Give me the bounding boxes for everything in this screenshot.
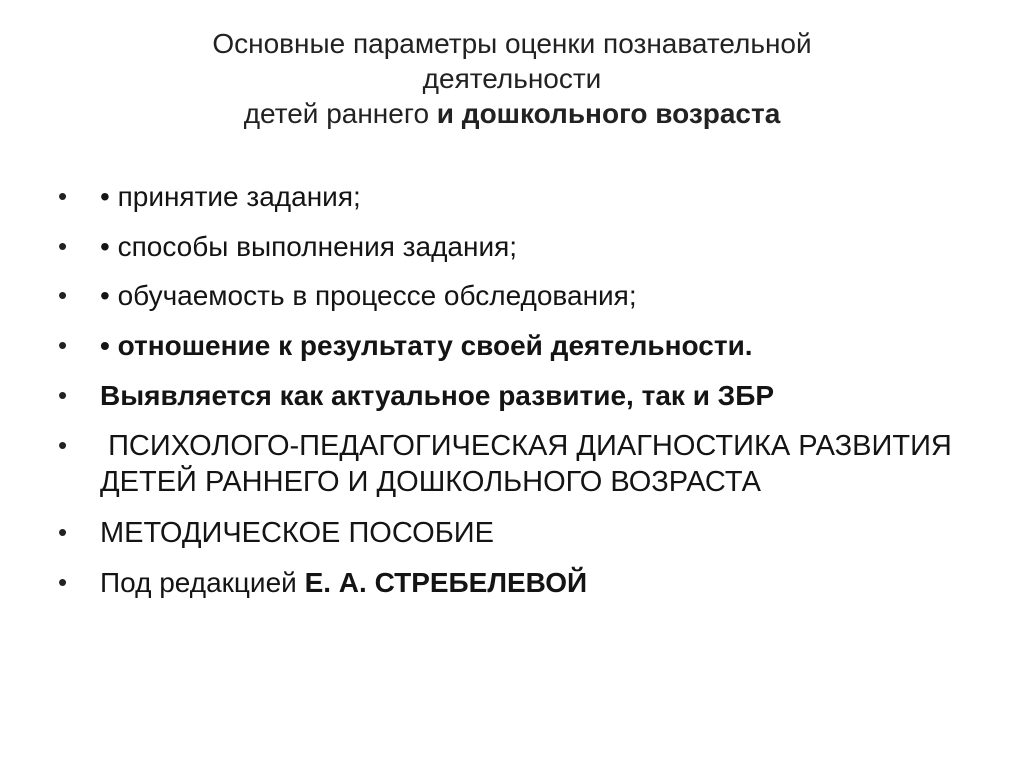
bullet-icon: • [58, 567, 68, 598]
list-item [58, 566, 958, 601]
bullet-icon: • [58, 516, 68, 547]
bullet-icon: • [58, 230, 68, 261]
bullet-icon: • [58, 379, 68, 410]
title-line-3 [100, 96, 924, 131]
list-item-text: ПСИХОЛОГО-ПЕДАГОГИЧЕСКАЯ ДИАГНОСТИКА РАЗВИТИЯ ДЕТЕЙ РАННЕГО И ДОШКОЛЬНОГО ВОЗРАСТА [100, 429, 960, 498]
bullet-icon: • [58, 280, 68, 311]
list-item-text-bold: • отношение к результату своей деятельности. [100, 330, 753, 362]
bullet-list [58, 180, 958, 616]
list-item-text: • принятие задания; [100, 181, 361, 212]
bullet-icon: • [58, 330, 68, 361]
list-item [58, 180, 958, 215]
list-item-text: • обучаемость в процессе обследования; [100, 280, 637, 312]
list-item-text: Под редакцией [100, 567, 297, 599]
title-line-3-bold: и дошкольного возраста [436, 98, 781, 129]
title-line-1: Основные параметры оценки познавательной [212, 28, 812, 59]
list-item-text: МЕТОДИЧЕСКОЕ ПОСОБИЕ [100, 516, 494, 549]
title-line-3-normal: детей раннего [243, 98, 430, 129]
list-item [58, 516, 958, 552]
bullet-icon: • [58, 181, 68, 211]
list-item-text-bold: Выявляется как актуальное развитие, так и ЗБР [100, 379, 775, 411]
list-item [58, 429, 958, 501]
list-item [58, 329, 958, 364]
list-item [58, 279, 958, 314]
title-line-2: деятельности [422, 63, 602, 94]
slide-title [100, 26, 924, 131]
list-item [58, 230, 958, 265]
list-item [58, 379, 958, 414]
list-item-text-bold: Е. А. СТРЕБЕЛЕВОЙ [304, 567, 588, 599]
bullet-icon: • [58, 429, 68, 460]
list-item-text: • способы выполнения задания; [100, 230, 518, 262]
